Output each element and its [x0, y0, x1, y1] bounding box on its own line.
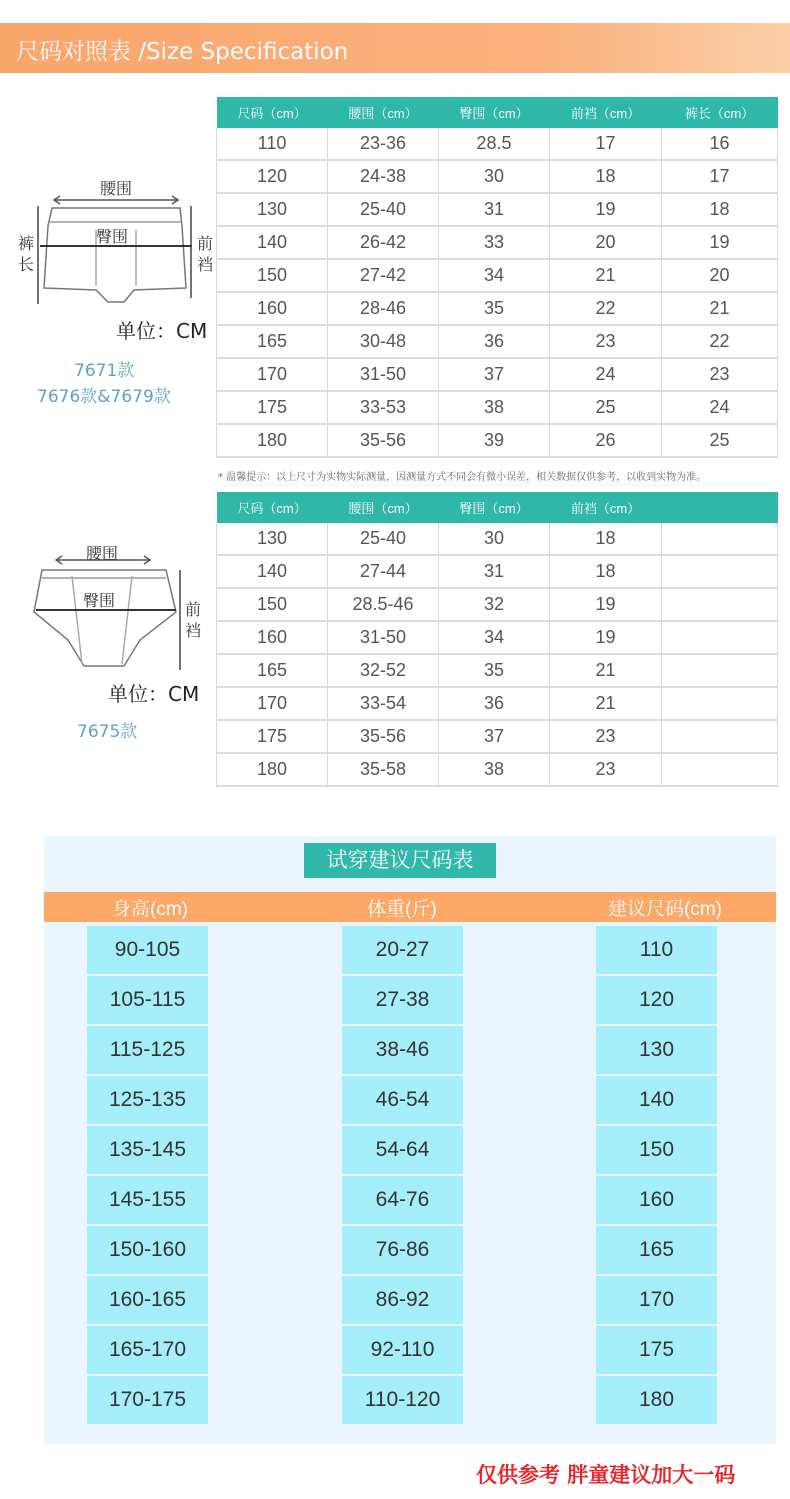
table-cell: 26 — [550, 424, 662, 457]
size-cell: 120 — [596, 976, 717, 1024]
footer-note: 仅供参考 胖童建议加大一码 — [476, 1463, 736, 1487]
table-row — [217, 292, 778, 325]
size-column — [596, 926, 717, 1426]
height-cell: 145-155 — [87, 1176, 208, 1224]
table-cell: 26-42 — [328, 226, 439, 259]
table-cell: 130 — [217, 193, 328, 226]
table-cell: 160 — [217, 292, 328, 325]
hip-label: 臀围 — [96, 227, 129, 246]
table-cell: 150 — [217, 259, 328, 292]
rise-label: 前裆 — [184, 600, 201, 640]
weight-cell: 27-38 — [342, 976, 463, 1024]
table-cell: 28.5 — [439, 128, 550, 160]
table-cell: 110 — [217, 128, 328, 160]
table-cell: 33-54 — [328, 687, 439, 720]
table-cell: 27-44 — [328, 555, 439, 588]
length-label: 裤长 — [17, 234, 34, 274]
table-cell: 19 — [550, 588, 662, 621]
table-cell: 31-50 — [328, 621, 439, 654]
height-cell: 160-165 — [87, 1276, 208, 1324]
table-cell: 18 — [662, 193, 778, 226]
size-cell: 175 — [596, 1326, 717, 1374]
table-cell: 19 — [550, 193, 662, 226]
weight-cell: 110-120 — [342, 1376, 463, 1424]
table-row — [217, 654, 778, 687]
size-cell: 150 — [596, 1126, 717, 1174]
table-cell: 21 — [550, 687, 662, 720]
table-cell: 35-56 — [328, 424, 439, 457]
table-cell: 23 — [550, 720, 662, 753]
table-row — [217, 720, 778, 753]
table-cell: 140 — [217, 226, 328, 259]
height-cell: 115-125 — [87, 1026, 208, 1074]
table-row — [217, 621, 778, 654]
table-cell: 30 — [439, 523, 550, 555]
table-cell: 35-56 — [328, 720, 439, 753]
height-cell: 165-170 — [87, 1326, 208, 1374]
table-cell: 18 — [550, 555, 662, 588]
table-cell: 22 — [550, 292, 662, 325]
table-cell: 28-46 — [328, 292, 439, 325]
height-cell: 135-145 — [87, 1126, 208, 1174]
table-cell: 36 — [439, 325, 550, 358]
page-title: 尺码对照表 /Size Specification — [16, 39, 349, 65]
table-row — [217, 128, 778, 160]
table-cell: 35 — [439, 292, 550, 325]
table-row — [217, 391, 778, 424]
model-label: 7675款 — [77, 722, 138, 742]
table-cell: 34 — [439, 621, 550, 654]
unit-label: 单位：CM — [108, 682, 200, 706]
table-cell: 19 — [550, 621, 662, 654]
table-cell: 180 — [217, 753, 328, 786]
size-cell: 170 — [596, 1276, 717, 1324]
measurement-note: * 温馨提示：以上尺寸为实物实际测量，因测量方式不同会有微小误差，相关数据仅供参考，以收到实物为准。 — [218, 472, 707, 483]
weight-cell: 20-27 — [342, 926, 463, 974]
weight-cell: 64-76 — [342, 1176, 463, 1224]
table-cell: 38 — [439, 391, 550, 424]
table-cell: 20 — [550, 226, 662, 259]
table-cell — [662, 654, 778, 687]
table-cell: 36 — [439, 687, 550, 720]
size-cell: 165 — [596, 1226, 717, 1274]
height-cell: 170-175 — [87, 1376, 208, 1424]
table-cell: 34 — [439, 259, 550, 292]
weight-cell: 86-92 — [342, 1276, 463, 1324]
table-cell: 23-36 — [328, 128, 439, 160]
column-header: 前裆（cm） — [550, 492, 662, 523]
table-cell: 170 — [217, 358, 328, 391]
column-header-size: 建议尺码(cm) — [608, 899, 722, 920]
table-row — [217, 687, 778, 720]
table-cell: 27-42 — [328, 259, 439, 292]
table-cell: 165 — [217, 654, 328, 687]
weight-cell: 38-46 — [342, 1026, 463, 1074]
table-cell: 31-50 — [328, 358, 439, 391]
table-cell: 25 — [550, 391, 662, 424]
table-cell: 175 — [217, 391, 328, 424]
briefs-outline — [34, 570, 176, 666]
hip-label: 臀围 — [83, 591, 116, 610]
size-cell: 180 — [596, 1376, 717, 1424]
table-cell: 28.5-46 — [328, 588, 439, 621]
table-cell — [662, 621, 778, 654]
size-cell: 130 — [596, 1026, 717, 1074]
table-cell: 165 — [217, 325, 328, 358]
table-row — [217, 753, 778, 786]
table-cell: 35-58 — [328, 753, 439, 786]
table-cell: 24 — [550, 358, 662, 391]
table-cell: 150 — [217, 588, 328, 621]
table-cell: 30-48 — [328, 325, 439, 358]
table-row — [217, 358, 778, 391]
table-cell — [662, 555, 778, 588]
table-cell: 32 — [439, 588, 550, 621]
table-cell: 37 — [439, 720, 550, 753]
table-cell: 38 — [439, 753, 550, 786]
table-cell: 25-40 — [328, 193, 439, 226]
table-cell — [662, 753, 778, 786]
model-label: 7671款 — [74, 361, 135, 381]
table-cell: 19 — [662, 226, 778, 259]
table-cell: 24 — [662, 391, 778, 424]
table-cell: 18 — [550, 160, 662, 193]
height-cell: 125-135 — [87, 1076, 208, 1124]
table-cell: 180 — [217, 424, 328, 457]
table-cell — [662, 687, 778, 720]
column-header: 臀围（cm） — [439, 97, 550, 128]
table-cell — [662, 720, 778, 753]
table-cell: 21 — [550, 654, 662, 687]
table-row — [217, 193, 778, 226]
table-cell: 21 — [550, 259, 662, 292]
column-header: 腰围（cm） — [328, 97, 439, 128]
column-header: 裤长（cm） — [662, 97, 778, 128]
column-header — [662, 492, 778, 523]
size-cell: 160 — [596, 1176, 717, 1224]
size-table-briefs — [216, 492, 778, 787]
recommendation-title: 试穿建议尺码表 — [304, 843, 496, 878]
table-cell: 18 — [550, 523, 662, 555]
table-cell: 23 — [550, 325, 662, 358]
column-header-weight: 体重(斤) — [367, 899, 437, 920]
weight-cell: 76-86 — [342, 1226, 463, 1274]
table-row — [217, 160, 778, 193]
table-cell: 25 — [662, 424, 778, 457]
table-row — [217, 259, 778, 292]
table-cell: 25-40 — [328, 523, 439, 555]
table-cell: 35 — [439, 654, 550, 687]
waist-label: 腰围 — [86, 544, 119, 563]
table-row — [217, 555, 778, 588]
table-cell: 22 — [662, 325, 778, 358]
column-header: 臀围（cm） — [439, 492, 550, 523]
table-cell — [662, 588, 778, 621]
size-cell: 140 — [596, 1076, 717, 1124]
table-row — [217, 523, 778, 555]
size-table-boxer — [216, 97, 778, 458]
table-cell: 175 — [217, 720, 328, 753]
table-cell: 32-52 — [328, 654, 439, 687]
rise-label: 前裆 — [196, 234, 213, 274]
table-row — [217, 424, 778, 457]
column-header: 前裆（cm） — [550, 97, 662, 128]
height-cell: 105-115 — [87, 976, 208, 1024]
weight-cell: 46-54 — [342, 1076, 463, 1124]
table-cell: 170 — [217, 687, 328, 720]
table-cell: 21 — [662, 292, 778, 325]
table-row — [217, 226, 778, 259]
table-row — [217, 588, 778, 621]
column-header: 腰围（cm） — [328, 492, 439, 523]
waist-label: 腰围 — [100, 179, 133, 198]
table-cell: 33 — [439, 226, 550, 259]
table-cell: 31 — [439, 193, 550, 226]
weight-column — [342, 926, 463, 1426]
height-cell: 90-105 — [87, 926, 208, 974]
column-header: 尺码（cm） — [217, 97, 328, 128]
height-cell: 150-160 — [87, 1226, 208, 1274]
weight-cell: 54-64 — [342, 1126, 463, 1174]
table-cell: 37 — [439, 358, 550, 391]
table-cell: 23 — [550, 753, 662, 786]
model-label: 7676款&7679款 — [37, 387, 171, 407]
table-row — [217, 325, 778, 358]
table-cell: 24-38 — [328, 160, 439, 193]
table-cell: 20 — [662, 259, 778, 292]
table-cell: 23 — [662, 358, 778, 391]
column-header: 尺码（cm） — [217, 492, 328, 523]
table-cell: 130 — [217, 523, 328, 555]
table-cell: 16 — [662, 128, 778, 160]
size-cell: 110 — [596, 926, 717, 974]
table-cell: 31 — [439, 555, 550, 588]
height-column — [87, 926, 208, 1426]
table-header-row — [217, 97, 778, 128]
table-cell: 39 — [439, 424, 550, 457]
table-cell: 17 — [550, 128, 662, 160]
table-cell: 120 — [217, 160, 328, 193]
table-header-row — [217, 492, 778, 523]
table-cell: 160 — [217, 621, 328, 654]
table-cell: 33-53 — [328, 391, 439, 424]
unit-label: 单位：CM — [116, 319, 208, 343]
weight-cell: 92-110 — [342, 1326, 463, 1374]
table-cell: 30 — [439, 160, 550, 193]
column-header-height: 身高(cm) — [112, 899, 188, 920]
table-cell: 140 — [217, 555, 328, 588]
table-cell — [662, 523, 778, 555]
table-cell: 17 — [662, 160, 778, 193]
